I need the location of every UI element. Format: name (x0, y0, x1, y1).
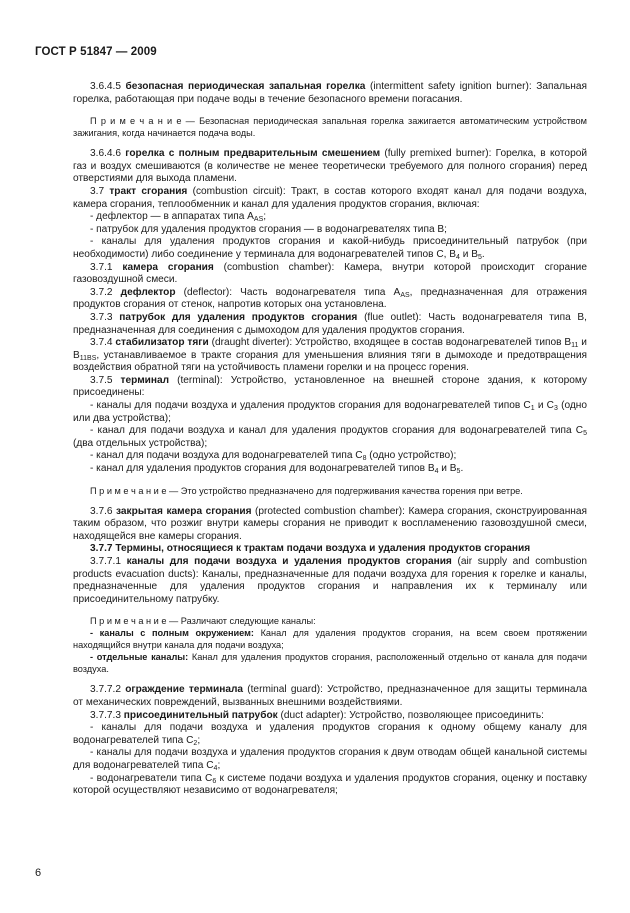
clause-3-7-1: 3.7.1 камера сгорания (combustion chamber): Камера, внутри которой происходит сгорание газовоздушной смеси. (73, 261, 587, 286)
note-2: П р и м е ч а н и е — Это устройство предназначено для подгерживания качества горения при ветре. (90, 485, 523, 496)
list-item: - патрубок для удаления продуктов сгорания — в водонагревателях типа B; (90, 223, 447, 235)
clause-3-7: 3.7 тракт сгорания (combustion circuit): Тракт, в состав которого входят канал для подачи воздуха, камера сгорания, теплообменник и канал для удаления продуктов сгорания, включая: (73, 185, 587, 210)
list-item: - дефлектор — в аппаратах типа $A_{AS}$; (90, 211, 267, 224)
clause-3-7-3: 3.7.3 патрубок для удаления продуктов сгорания (flue outlet): Часть водонагревателя типа B, предназначенная для соединения с дымоходом для удаления продуктов сгорания. (73, 311, 587, 336)
clause-3-7-5: 3.7.5 терминал (terminal): Устройство, установленное на внешней стороне здания, к которому присоединены: (73, 374, 587, 399)
list-item: - каналы для удаления продуктов сгорания и какой-нибудь присоединительный патрубок (при необходимости) либо соединение у терминала для водонагревателей типов C, $B_4$ и $B_5$. (73, 236, 587, 261)
clause-3-6-4-6: 3.6.4.6 горелка с полным предварительным смешением (fully premixed burner): Горелка, в которой газ и воздух смешиваются (в количестве не менее теоретически требуемого для полного сгорания) перед отверстиями для выхода пламени. (73, 148, 587, 185)
clause-3-7-7-3: 3.7.7.3 присоединительный патрубок (duct adapter): Устройство, позволяющее присоединить: (90, 709, 544, 721)
note-1: П р и м е ч а н и е — Безопасная периодическая запальная горелка зажигается автоматическим устройством зажигания, когда начинается подача воды. (73, 116, 587, 139)
page-number: 6 (35, 867, 42, 879)
note-list-item: - отдельные каналы: Канал для удаления продуктов сгорания, расположенный отдельно от канала для подачи воздуха. (73, 652, 588, 675)
clause-3-7-6: 3.7.6 закрытая камера сгорания (protected combustion chamber): Камера сгорания, сконструированная таким образом, что розжиг внутри камеры сгорания не приводит к воспламенению газовоздушной смеси, находящейся вне камеры сгорания. (73, 505, 587, 542)
clause-3-6-4-5: 3.6.4.5 безопасная периодическая запальная горелка (intermittent safety ignition burner): Запальная горелка, работающая при подаче воды в течение безопасного времени погасания. (73, 81, 587, 105)
list-item: - канал для подачи воздуха и канал для удаления продуктов сгорания для водонагревателей типа $C_5$ (два отдельных устройства); (73, 425, 587, 449)
list-item: - водонагреватели типа $C_6$ к системе подачи воздуха и удаления продуктов сгорания, оценку и поставку которой осуществляют независимо от водонагревателя; (73, 772, 587, 797)
list-item: - канал для удаления продуктов сгорания для водонагревателей типов $B_4$ и $B_5$. (90, 463, 464, 476)
list-item: - каналы для подачи воздуха и удаления продуктов сгорания к двум отводам общей канальной системы для водонагревателей типа $C_4$; (73, 747, 587, 772)
clause-3-7-7-2: 3.7.7.2 ограждение терминала (terminal guard): Устройство, предназначенное для защиты терминала от механических повреждений, вызванных внешними воздействиями. (73, 684, 587, 708)
list-item: - канал для подачи воздуха для водонагревателей типа $C_8$ (одно устройство); (90, 450, 457, 463)
list-item: - каналы для подачи воздуха и удаления продуктов сгорания к одному общему каналу для водонагревателей типа $C_2$; (73, 722, 587, 747)
document-header: ГОСТ Р 51847 — 2009 (35, 46, 157, 58)
section-heading-3-7-7: 3.7.7 Термины, относящиеся к трактам подачи воздуха и удаления продуктов сгорания (90, 543, 531, 555)
document-body (73, 81, 587, 798)
note-list-item: - каналы с полным окружением: Канал для удаления продуктов сгорания, на всем своем протяжении находящийся внутри канала для подачи воздуха; (73, 628, 588, 651)
clause-3-7-2: 3.7.2 дефлектор (deflector): Часть водонагревателя типа $A_{AS}$, предназначенная для отражения продуктов сгорания от стенок, напротив которых она установлена. (73, 286, 587, 311)
note-3: П р и м е ч а н и е — Различают следующие каналы: (90, 616, 316, 627)
list-item: - каналы для подачи воздуха и удаления продуктов сгорания для водонагревателей типов $C_1$ и $C_3$ (одно или два устройства); (73, 400, 587, 424)
clause-3-7-7-1: 3.7.7.1 каналы для подачи воздуха и удаления продуктов сгорания (air supply and combustion products evacuation ducts): Каналы, предназначенные для подачи воздуха для горения к горелке и каналы, предназначенные для удаления продуктов сгорания и направления их к терминалу или присоединительному патрубку. (73, 556, 587, 605)
clause-3-7-4: 3.7.4 стабилизатор тяги (draught diverter): Устройство, входящее в состав водонагревателей типов $B_{11}$ и $B_{11BS}$, устанавливаемое в тракте сгорания для уменьшения влияния тяги в дымоходе и предотвращения воздействия обратной тяги на устойчивость пламени горелки и на процесс горения. (73, 337, 587, 374)
